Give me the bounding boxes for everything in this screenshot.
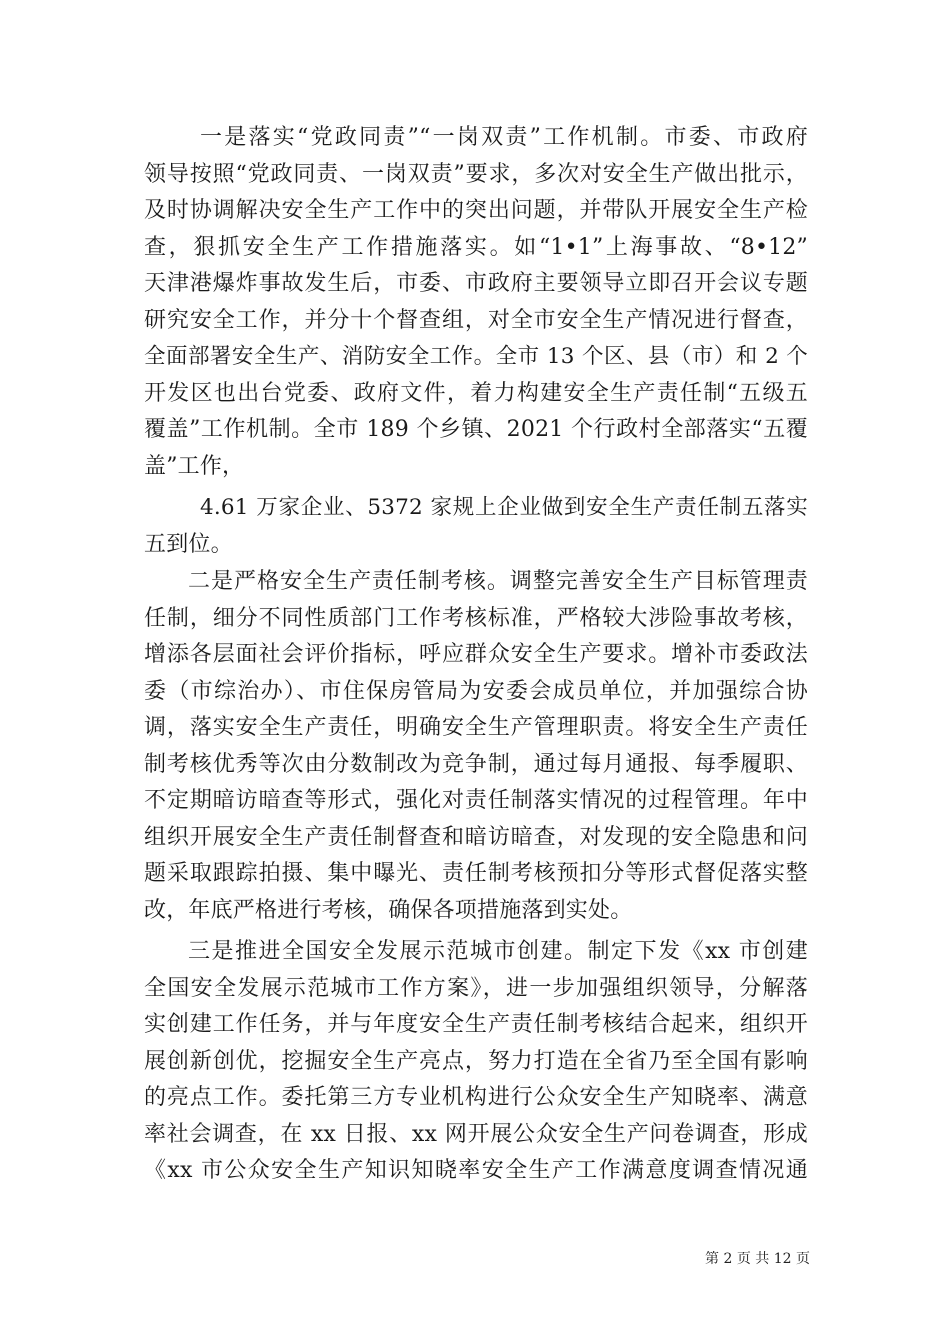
- paragraph-line: 查，狠抓安全生产工作措施落实。如“1•1”上海事故、“8•12”: [144, 234, 808, 260]
- paragraph-line: 调，落实安全生产责任，明确安全生产管理职责。将安全生产责任: [144, 715, 808, 740]
- paragraph-line: 委（市综治办）、市住保房管局为安委会成员单位，并加强综合协: [144, 678, 808, 704]
- paragraph-line: 题采取跟踪拍摄、集中曝光、责任制考核预扣分等形式督促落实整: [144, 861, 808, 886]
- paragraph-line: 研究安全工作，并分十个督查组，对全市安全生产情况进行督查，: [144, 307, 808, 333]
- paragraph-line: 不定期暗访暗查等形式，强化对责任制落实情况的过程管理。年中: [144, 788, 808, 813]
- paragraph-line: 一是落实“党政同责”“一岗双责”工作机制。市委、市政府: [200, 125, 808, 150]
- paragraph-line: 实创建工作任务，并与年度安全生产责任制考核结合起来，组织开: [144, 1012, 808, 1037]
- paragraph-line: 三是推进全国安全发展示范城市创建。制定下发《xx 市创建: [188, 939, 808, 964]
- paragraph-line: 率社会调查，在 xx 日报、xx 网开展公众安全生产问卷调查，形成: [144, 1121, 808, 1147]
- paragraph-line: 开发区也出台党委、政府文件，着力构建安全生产责任制“五级五: [144, 380, 808, 406]
- paragraph-line: 盖”工作，: [144, 453, 245, 479]
- paragraph-1: [144, 120, 808, 485]
- page-number: 第 2 页 共 12 页: [705, 1251, 810, 1267]
- paragraph-line: 覆盖”工作机制。全市 189 个乡镇、2021 个行政村全部落实“五覆: [144, 417, 808, 442]
- paragraph-4: [144, 934, 808, 1190]
- paragraph-line: 增添各层面社会评价指标，呼应群众安全生产要求。增补市委政法: [144, 642, 808, 667]
- paragraph-line: 的亮点工作。委托第三方专业机构进行公众安全生产知晓率、满意: [144, 1085, 808, 1110]
- paragraph-3: [144, 564, 808, 929]
- paragraph-line: 任制，细分不同性质部门工作考核标准，严格较大涉险事故考核，: [144, 605, 808, 631]
- paragraph-line: 全国安全发展示范城市工作方案》，进一步加强组织领导，分解落: [144, 975, 808, 1001]
- paragraph-line: 改，年底严格进行考核，确保各项措施落到实处。: [144, 897, 633, 923]
- paragraph-line: 《xx 市公众安全生产知识知晓率安全生产工作满意度调查情况通: [144, 1158, 808, 1183]
- paragraph-line: 领导按照“党政同责、一岗双责”要求，多次对安全生产做出批示，: [144, 161, 808, 187]
- paragraph-line: 制考核优秀等次由分数制改为竞争制，通过每月通报、每季履职、: [144, 751, 808, 777]
- paragraph-line: 五到位。: [144, 531, 233, 557]
- paragraph-line: 组织开展安全生产责任制督查和暗访暗查，对发现的安全隐患和问: [144, 824, 808, 850]
- paragraph-line: 展创新创优，挖掘安全生产亮点，努力打造在全省乃至全国有影响: [144, 1048, 808, 1074]
- paragraph-line: 全面部署安全生产、消防安全工作。全市 13 个区、县（市）和 2 个: [144, 344, 808, 369]
- paragraph-line: 4.61 万家企业、5372 家规上企业做到安全生产责任制五落实: [200, 495, 808, 520]
- paragraph-line: 及时协调解决安全生产工作中的突出问题，并带队开展安全生产检: [144, 198, 808, 223]
- paragraph-line: 天津港爆炸事故发生后，市委、市政府主要领导立即召开会议专题: [144, 271, 808, 296]
- paragraph-line: 二是严格安全生产责任制考核。调整完善安全生产目标管理责: [188, 569, 808, 594]
- paragraph-2: [144, 490, 808, 563]
